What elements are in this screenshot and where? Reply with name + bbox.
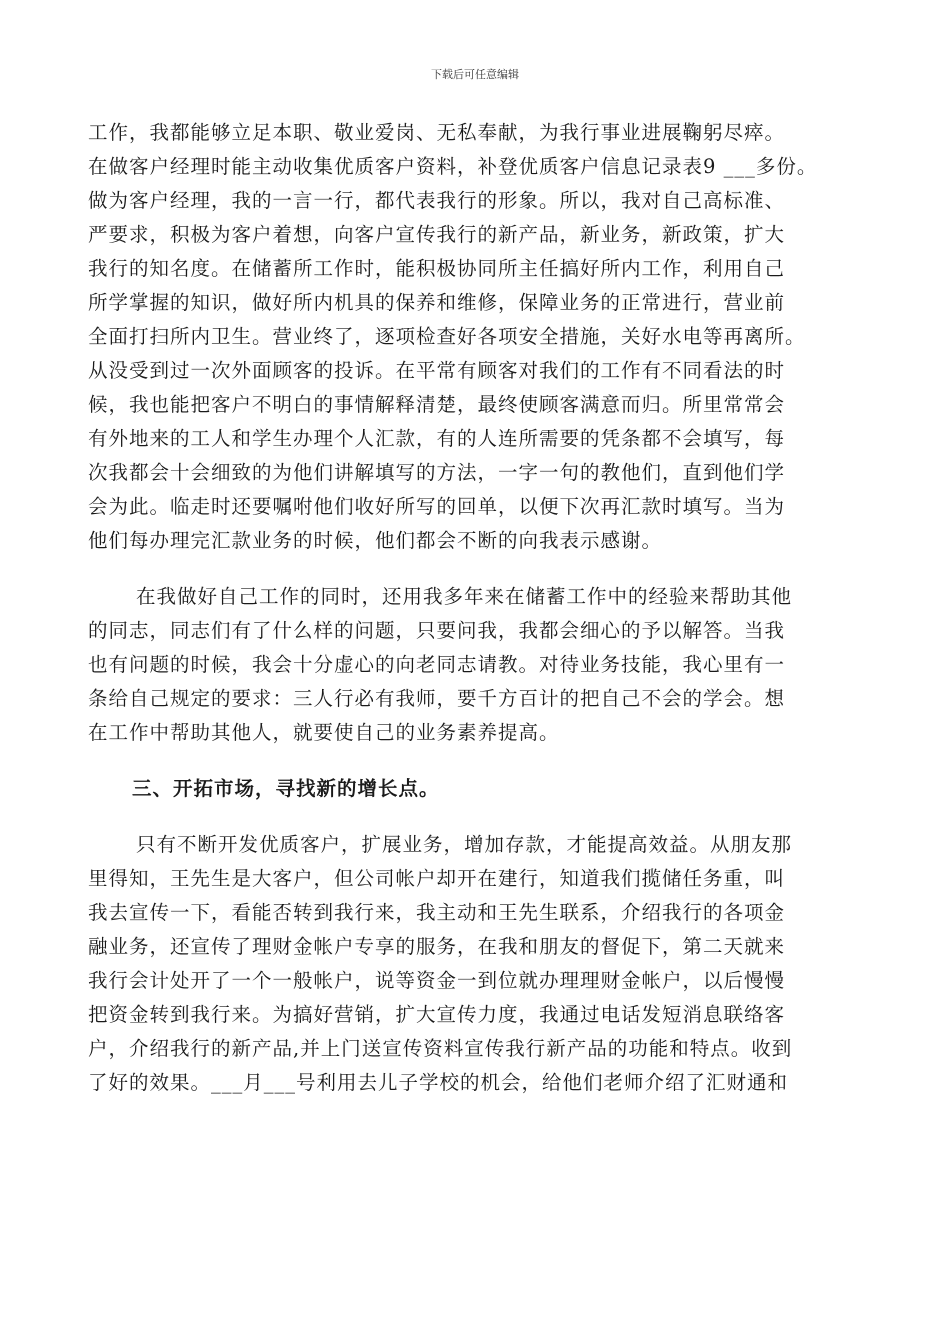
page-header: 下载后可任意编辑: [431, 68, 519, 81]
document-body: [88, 116, 878, 1100]
paragraph-first-line: 只有不断开发优质客户，扩展业务，增加存款，才能提高效益。从朋友那: [136, 833, 793, 856]
paragraph-first-line: 在我做好自己工作的同时，还用我多年来在储蓄工作中的经验来帮助其他: [136, 585, 793, 608]
paragraph-gap: [88, 806, 878, 828]
text-line: 次我都会十会细致的为他们讲解填写的方法，一字一句的教他们，直到他们学: [88, 461, 786, 484]
text-line: 严要求，积极为客户着想，向客户宣传我行的新产品，新业务，新政策，扩大: [88, 223, 786, 246]
text-line: 条给自己规定的要求：三人行必有我师，要千方百计的把自己不会的学会。想: [88, 687, 786, 710]
section-heading: 三、开拓市场，寻找新的增长点。: [132, 777, 440, 800]
text-line: 了好的效果。___月___号利用去儿子学校的机会，给他们老师介绍了汇财通和: [88, 1071, 789, 1094]
text-line: 候，我也能把客户不明白的事情解释清楚，最终使顾客满意而归。所里常常会: [88, 393, 786, 416]
text-line: 的同志，同志们有了什么样的问题，只要问我，我都会细心的予以解答。当我: [88, 619, 786, 642]
text-line: 我行会计处开了一个一般帐户，说等资金一到位就办理理财金帐户，以后慢慢: [88, 969, 786, 992]
text-line: 里得知，王先生是大客户，但公司帐户却开在建行，知道我们揽储任务重，叫: [88, 867, 786, 890]
text-line: 我去宣传一下，看能否转到我行来，我主动和王先生联系，介绍我行的各项金: [88, 901, 786, 924]
text-line: 也有问题的时候，我会十分虚心的向老同志请教。对待业务技能，我心里有一: [88, 653, 786, 676]
text-line: 我行的知名度。在储蓄所工作时，能积极协同所主任搞好所内工作，利用自己: [88, 257, 786, 280]
text-line: 在做客户经理时能主动收集优质客户资料，补登优质客户信息记录表9 ___多份。: [88, 155, 818, 178]
text-line: 他们每办理完汇款业务的时候，他们都会不断的向我表示感谢。: [88, 529, 663, 552]
text-line: 做为客户经理，我的一言一行，都代表我行的形象。所以，我对自己高标准、: [88, 189, 786, 212]
text-line: 在工作中帮助其他人，就要使自己的业务素养提高。: [88, 721, 560, 744]
text-line: 有外地来的工人和学生办理个人汇款，有的人连所需要的凭条都不会填写，每: [88, 427, 786, 450]
text-line: 从没受到过一次外面顾客的投诉。在平常有顾客对我们的工作有不同看法的时: [88, 359, 786, 382]
text-line: 所学掌握的知识，做好所内机具的保养和维修，保障业务的正常进行，营业前: [88, 291, 786, 314]
text-line: 工作，我都能够立足本职、敬业爱岗、无私奉献，为我行事业进展鞠躬尽瘁。: [88, 121, 786, 144]
text-line: 全面打扫所内卫生。营业终了，逐项检查好各项安全措施，关好水电等再离所。: [88, 325, 806, 348]
text-line: 融业务，还宣传了理财金帐户专享的服务，在我和朋友的督促下，第二天就来: [88, 935, 786, 958]
text-line: 会为此。临走时还要嘱咐他们收好所写的回单，以便下次再汇款时填写。当为: [88, 495, 786, 518]
paragraph-gap: [88, 750, 878, 772]
text-line: 把资金转到我行来。为搞好营销，扩大宣传力度，我通过电话发短消息联络客: [88, 1003, 786, 1026]
paragraph-gap: [88, 558, 878, 580]
text-line: 户，介绍我行的新产品,并上门送宣传资料宣传我行新产品的功能和特点。收到: [88, 1037, 793, 1060]
